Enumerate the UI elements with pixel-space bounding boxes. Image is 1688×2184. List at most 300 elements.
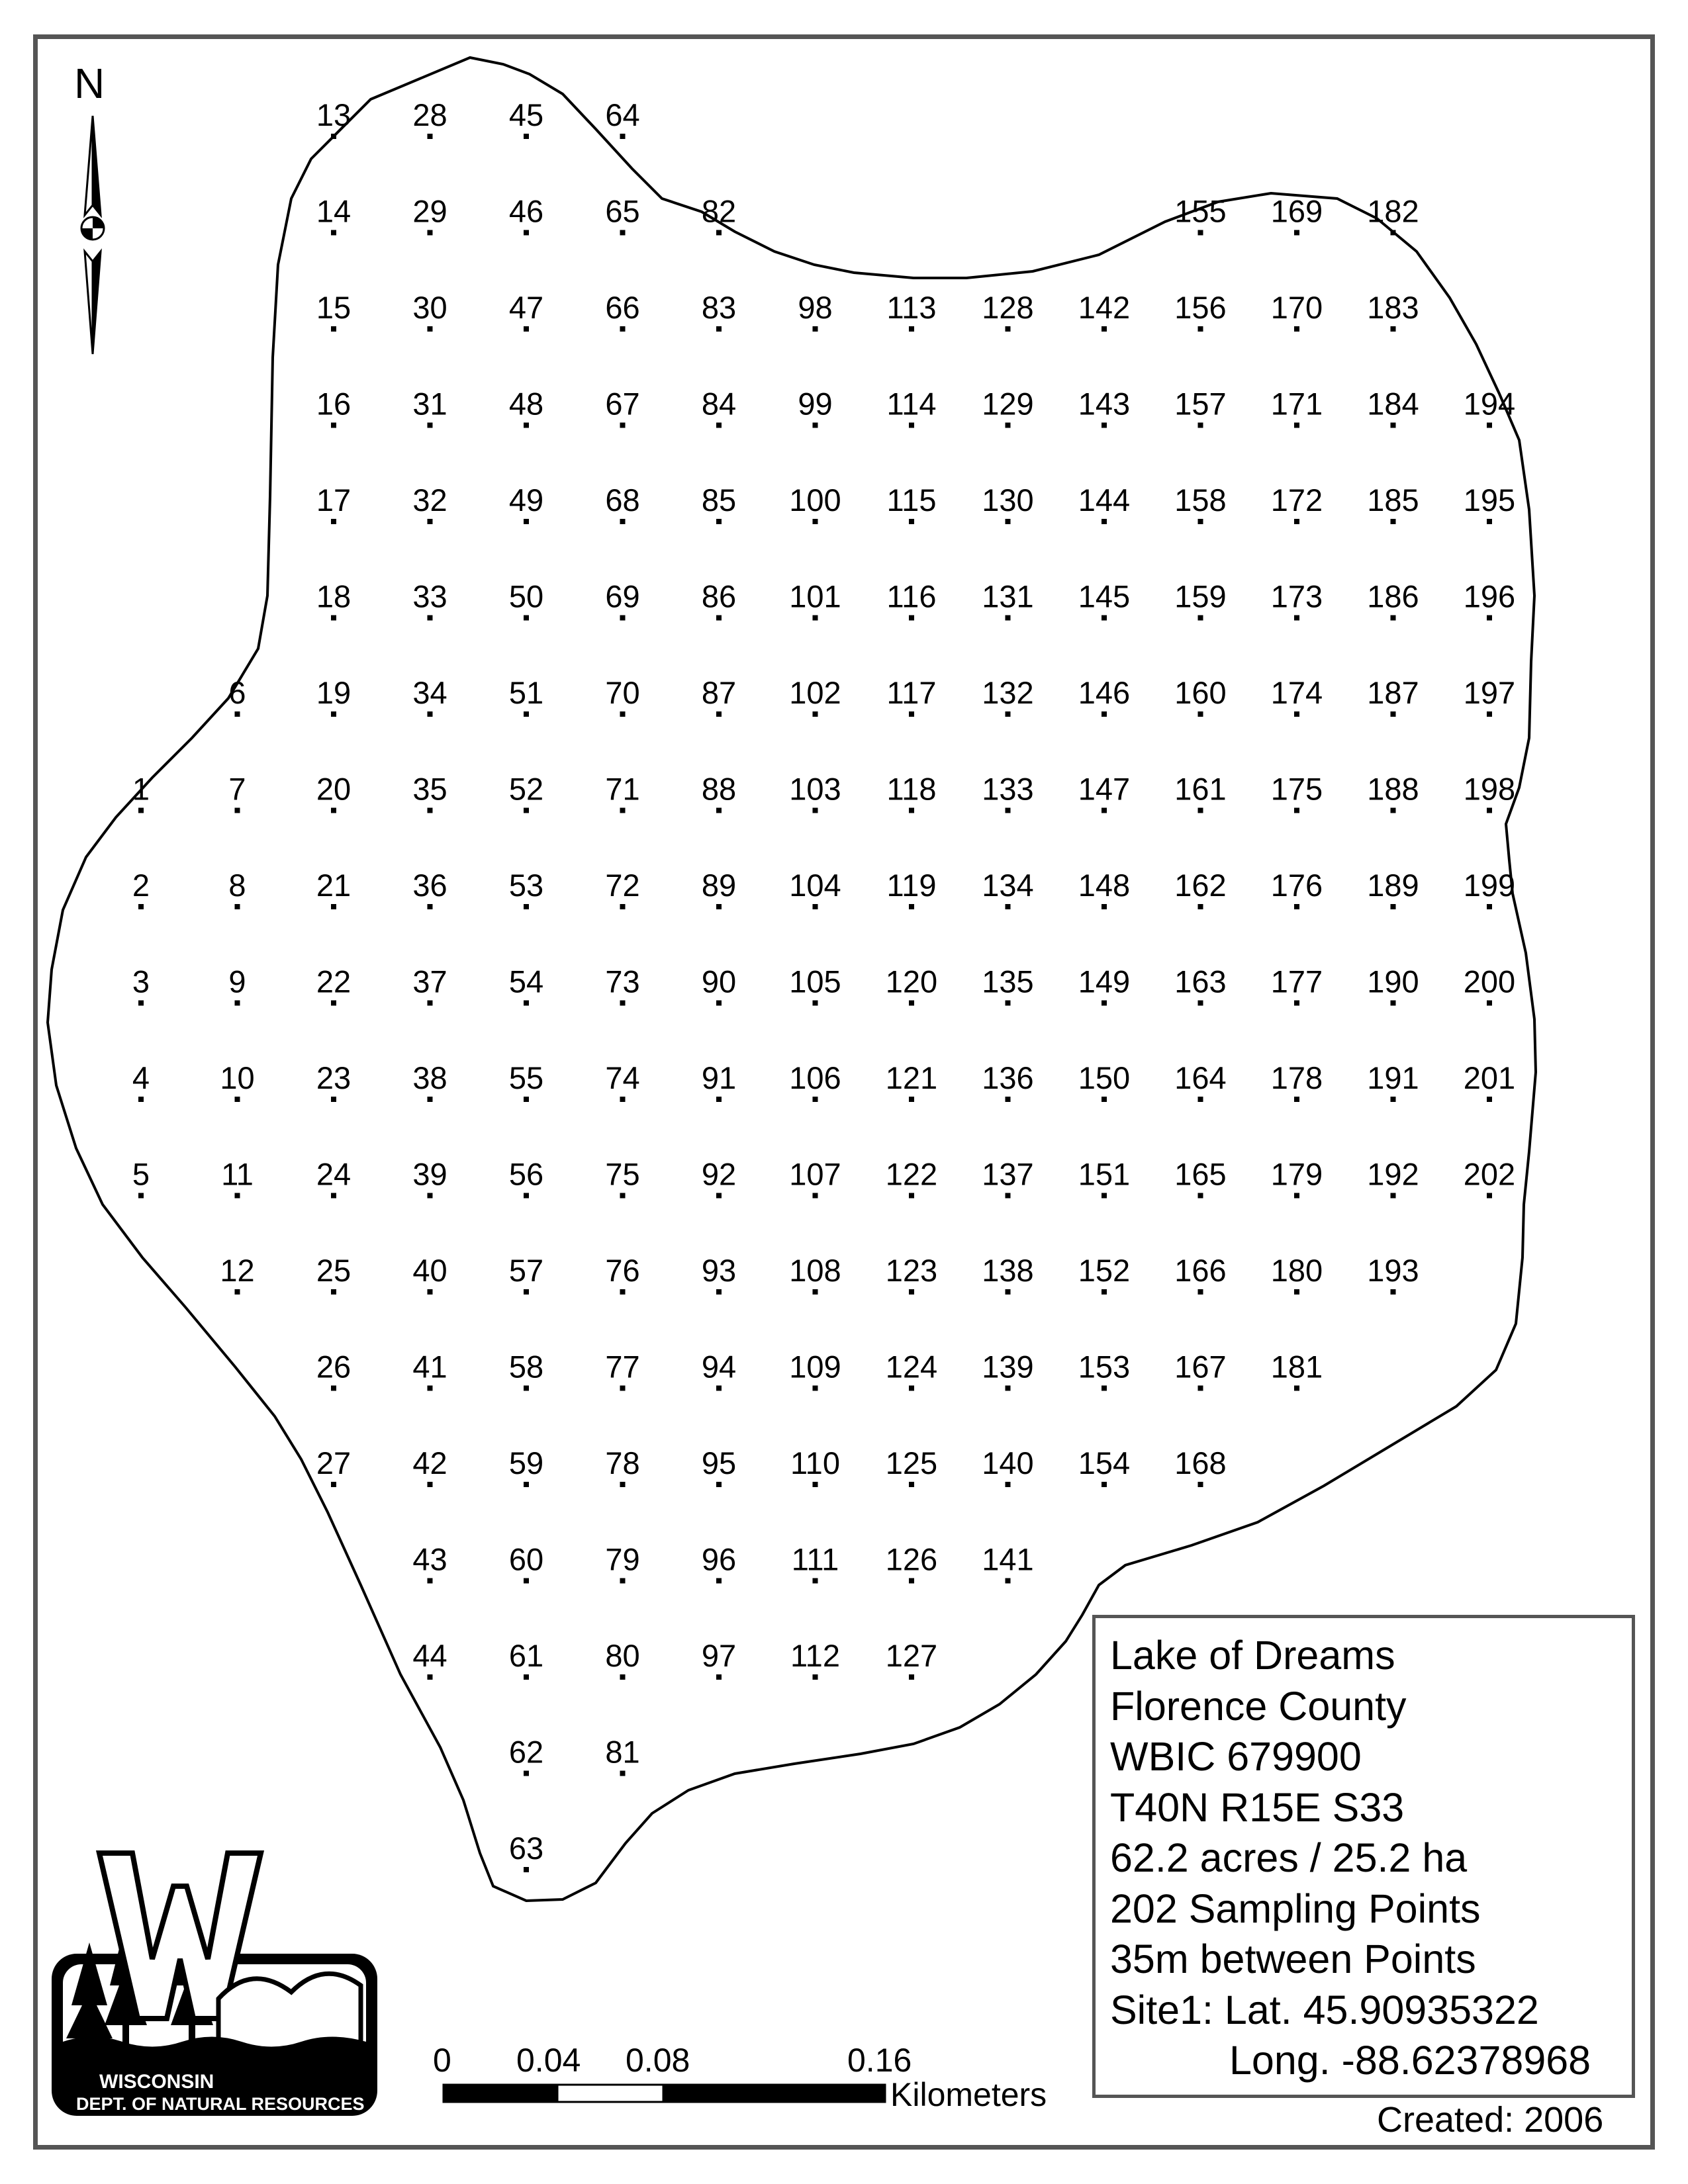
sampling-point-marker <box>331 711 336 717</box>
sampling-point-marker <box>620 1289 626 1295</box>
sampling-point-marker <box>620 904 626 909</box>
sampling-point-label: 59 <box>508 1445 544 1480</box>
sampling-point-marker <box>1198 519 1203 524</box>
sampling-point-marker <box>524 904 529 909</box>
sampling-point-label: 127 <box>885 1638 938 1673</box>
sampling-point-label: 35 <box>412 771 447 807</box>
sampling-point-label: 53 <box>508 868 544 903</box>
sampling-point-label: 147 <box>1078 771 1131 807</box>
sampling-point-label: 22 <box>316 964 352 999</box>
sampling-point-marker <box>1391 1001 1396 1006</box>
point-spacing: 35m between Points <box>1110 1936 1476 1981</box>
sampling-point-marker <box>620 1482 626 1487</box>
sampling-point-marker <box>1198 1289 1203 1295</box>
sampling-point-marker <box>813 1386 818 1391</box>
sampling-point-marker <box>1102 1289 1107 1295</box>
sampling-point-label: 185 <box>1367 482 1419 518</box>
sampling-point-label: 174 <box>1270 675 1323 710</box>
sampling-point-label: 165 <box>1174 1156 1227 1192</box>
sampling-point-marker <box>524 1867 529 1872</box>
sampling-point-label: 115 <box>886 482 937 518</box>
sampling-point-marker <box>235 711 240 717</box>
sampling-point-label: 195 <box>1463 482 1516 518</box>
sampling-point-label: 126 <box>885 1541 938 1577</box>
sampling-point-label: 87 <box>701 675 737 710</box>
sampling-point-label: 82 <box>701 193 737 229</box>
sampling-point-marker <box>1391 1097 1396 1102</box>
sampling-point-marker <box>1487 1193 1492 1199</box>
sampling-point-label: 40 <box>412 1253 447 1288</box>
sampling-point-label: 116 <box>886 578 937 614</box>
sampling-point-marker <box>620 1097 626 1102</box>
sampling-point-marker <box>1102 519 1107 524</box>
sampling-point-label: 163 <box>1174 964 1227 999</box>
sampling-point-marker <box>1198 1482 1203 1487</box>
sampling-point-marker <box>138 1001 144 1006</box>
sampling-point-marker <box>428 615 433 621</box>
sampling-point-label: 68 <box>605 482 640 518</box>
sampling-point-marker <box>331 519 336 524</box>
sampling-point-label: 47 <box>508 290 544 325</box>
sampling-point-marker <box>909 1097 914 1102</box>
sampling-point-label: 173 <box>1270 578 1323 614</box>
sampling-point-label: 183 <box>1367 290 1419 325</box>
sampling-point-marker <box>716 711 722 717</box>
sampling-point-label: 114 <box>886 386 937 422</box>
sampling-points <box>132 97 1515 1872</box>
sampling-point-marker <box>1198 230 1203 236</box>
sampling-point-label: 134 <box>982 868 1034 903</box>
sampling-point-marker <box>1198 904 1203 909</box>
sampling-point-marker <box>1006 1578 1011 1584</box>
sampling-point-label: 39 <box>412 1156 447 1192</box>
sampling-point-marker <box>813 1193 818 1199</box>
sampling-point-label: 131 <box>982 578 1034 614</box>
sampling-point-marker <box>524 808 529 813</box>
sampling-point-marker <box>1198 711 1203 717</box>
sampling-point-marker <box>235 904 240 909</box>
sampling-point-label: 21 <box>316 868 352 903</box>
wbic-code: WBIC 679900 <box>1110 1734 1362 1779</box>
sampling-point-label: 198 <box>1463 771 1516 807</box>
sampling-point-marker <box>1102 615 1107 621</box>
sampling-point-marker <box>1391 423 1396 428</box>
sampling-point-label: 57 <box>508 1253 544 1288</box>
sampling-point-marker <box>1102 904 1107 909</box>
scale-tick-016: 0.16 <box>847 2042 912 2079</box>
sampling-point-marker <box>620 1001 626 1006</box>
sampling-point-label: 20 <box>316 771 352 807</box>
sampling-point-label: 73 <box>605 964 640 999</box>
sampling-point-label: 169 <box>1270 193 1323 229</box>
sampling-point-marker <box>813 423 818 428</box>
sampling-point-marker <box>1487 615 1492 621</box>
sampling-point-marker <box>1006 808 1011 813</box>
sampling-point-label: 138 <box>982 1253 1034 1288</box>
sampling-point-marker <box>1102 1193 1107 1199</box>
sampling-point-marker <box>813 326 818 332</box>
sampling-point-marker <box>1391 519 1396 524</box>
sampling-point-marker <box>620 1193 626 1199</box>
sampling-point-label: 168 <box>1174 1445 1227 1480</box>
sampling-point-label: 34 <box>412 675 447 710</box>
north-label: N <box>74 60 105 107</box>
scale-segment-1 <box>444 2085 557 2102</box>
sampling-point-label: 94 <box>701 1349 737 1385</box>
sampling-point-count: 202 Sampling Points <box>1110 1886 1481 1931</box>
sampling-point-marker <box>1102 1386 1107 1391</box>
sampling-point-marker <box>1102 711 1107 717</box>
sampling-point-marker <box>524 1771 529 1776</box>
sampling-point-marker <box>620 1386 626 1391</box>
sampling-point-label: 100 <box>789 482 841 518</box>
sampling-point-marker <box>909 1001 914 1006</box>
sampling-point-label: 124 <box>885 1349 938 1385</box>
sampling-point-label: 31 <box>412 386 447 422</box>
sampling-point-marker <box>716 808 722 813</box>
sampling-point-label: 167 <box>1174 1349 1227 1385</box>
sampling-point-label: 17 <box>316 482 352 518</box>
sampling-point-marker <box>331 423 336 428</box>
sampling-point-marker <box>716 615 722 621</box>
sampling-point-label: 63 <box>508 1831 544 1866</box>
sampling-point-label: 136 <box>982 1060 1034 1095</box>
sampling-point-marker <box>813 615 818 621</box>
sampling-point-marker <box>1198 1386 1203 1391</box>
sampling-point-marker <box>524 423 529 428</box>
sampling-point-marker <box>1391 904 1396 909</box>
sampling-point-marker <box>1006 904 1011 909</box>
sampling-point-marker <box>331 326 336 332</box>
sampling-point-label: 104 <box>789 868 841 903</box>
sampling-point-label: 99 <box>798 386 833 422</box>
sampling-point-label: 11 <box>221 1156 254 1192</box>
sampling-point-label: 76 <box>605 1253 640 1288</box>
sampling-point-marker <box>1006 1482 1011 1487</box>
sampling-point-label: 36 <box>412 868 447 903</box>
sampling-point-marker <box>620 1578 626 1584</box>
sampling-point-marker <box>524 1193 529 1199</box>
sampling-point-marker <box>1198 326 1203 332</box>
sampling-point-marker <box>909 326 914 332</box>
sampling-point-marker <box>524 1289 529 1295</box>
sampling-point-marker <box>524 711 529 717</box>
sampling-point-marker <box>909 711 914 717</box>
sampling-point-marker <box>524 1386 529 1391</box>
sampling-point-marker <box>428 1097 433 1102</box>
sampling-point-label: 92 <box>701 1156 737 1192</box>
sampling-point-marker <box>428 904 433 909</box>
sampling-point-marker <box>1391 808 1396 813</box>
sampling-point-label: 176 <box>1270 868 1323 903</box>
sampling-point-marker <box>1198 1097 1203 1102</box>
sampling-point-label: 54 <box>508 964 544 999</box>
sampling-point-marker <box>909 423 914 428</box>
sampling-point-label: 10 <box>220 1060 255 1095</box>
sampling-point-label: 130 <box>982 482 1034 518</box>
sampling-point-label: 161 <box>1174 771 1227 807</box>
sampling-point-marker <box>235 1193 240 1199</box>
sampling-point-label: 154 <box>1078 1445 1131 1480</box>
sampling-point-marker <box>620 711 626 717</box>
sampling-point-marker <box>1006 423 1011 428</box>
sampling-point-marker <box>1102 423 1107 428</box>
sampling-point-label: 55 <box>508 1060 544 1095</box>
sampling-point-marker <box>620 134 626 139</box>
sampling-point-label: 151 <box>1078 1156 1131 1192</box>
sampling-point-label: 148 <box>1078 868 1131 903</box>
sampling-point-marker <box>1102 808 1107 813</box>
sampling-point-label: 109 <box>789 1349 841 1385</box>
sampling-point-label: 113 <box>886 290 937 325</box>
sampling-point-label: 178 <box>1270 1060 1323 1095</box>
sampling-point-label: 179 <box>1270 1156 1323 1192</box>
sampling-point-label: 141 <box>982 1541 1034 1577</box>
sampling-point-label: 95 <box>701 1445 737 1480</box>
sampling-point-marker <box>813 1097 818 1102</box>
sampling-point-marker <box>716 1578 722 1584</box>
sampling-point-label: 23 <box>316 1060 352 1095</box>
sampling-point-label: 51 <box>508 675 544 710</box>
sampling-point-marker <box>620 230 626 236</box>
sampling-point-label: 81 <box>605 1734 640 1770</box>
sampling-point-label: 189 <box>1367 868 1419 903</box>
sampling-point-marker <box>1102 1482 1107 1487</box>
sampling-point-marker <box>524 1674 529 1680</box>
sampling-point-label: 182 <box>1367 193 1419 229</box>
sampling-point-marker <box>524 1482 529 1487</box>
sampling-point-label: 145 <box>1078 578 1131 614</box>
sampling-point-label: 12 <box>220 1253 255 1288</box>
sampling-point-label: 152 <box>1078 1253 1131 1288</box>
sampling-point-label: 25 <box>316 1253 352 1288</box>
sampling-point-marker <box>909 1578 914 1584</box>
sampling-point-marker <box>1487 1097 1492 1102</box>
sampling-point-marker <box>428 1001 433 1006</box>
sampling-point-label: 156 <box>1174 290 1227 325</box>
sampling-point-label: 91 <box>701 1060 737 1095</box>
sampling-point-label: 180 <box>1270 1253 1323 1288</box>
sampling-point-label: 117 <box>886 675 937 710</box>
logo-line1: WISCONSIN <box>99 2071 214 2093</box>
sampling-point-marker <box>1294 1386 1299 1391</box>
sampling-point-label: 140 <box>982 1445 1034 1480</box>
sampling-point-marker <box>331 904 336 909</box>
sampling-point-marker <box>716 1482 722 1487</box>
sampling-point-marker <box>1294 519 1299 524</box>
county-name: Florence County <box>1110 1683 1407 1729</box>
lake-area: 62.2 acres / 25.2 ha <box>1110 1835 1468 1880</box>
scale-tick-0: 0 <box>433 2042 451 2079</box>
sampling-point-marker <box>1487 711 1492 717</box>
sampling-point-label: 70 <box>605 675 640 710</box>
sampling-point-marker <box>813 808 818 813</box>
sampling-point-marker <box>716 904 722 909</box>
sampling-point-marker <box>716 519 722 524</box>
sampling-point-label: 13 <box>316 97 352 132</box>
sampling-point-marker <box>909 615 914 621</box>
sampling-point-label: 4 <box>132 1060 150 1095</box>
sampling-point-label: 41 <box>412 1349 447 1385</box>
sampling-point-marker <box>716 230 722 236</box>
sampling-point-label: 150 <box>1078 1060 1131 1095</box>
sampling-point-label: 146 <box>1078 675 1131 710</box>
sampling-point-label: 14 <box>316 193 352 229</box>
sampling-point-label: 88 <box>701 771 737 807</box>
site-longitude: Long. -88.62378968 <box>1229 2038 1591 2083</box>
sampling-point-marker <box>1391 230 1396 236</box>
sampling-point-label: 112 <box>790 1638 840 1673</box>
sampling-point-marker <box>331 1193 336 1199</box>
sampling-point-label: 6 <box>228 675 246 710</box>
sampling-point-marker <box>428 1578 433 1584</box>
sampling-point-label: 44 <box>412 1638 447 1673</box>
sampling-point-marker <box>1198 423 1203 428</box>
sampling-point-label: 106 <box>789 1060 841 1095</box>
sampling-point-marker <box>909 519 914 524</box>
sampling-point-label: 90 <box>701 964 737 999</box>
sampling-point-label: 49 <box>508 482 544 518</box>
sampling-point-label: 29 <box>412 193 447 229</box>
sampling-point-marker <box>1102 326 1107 332</box>
sampling-point-marker <box>1198 1001 1203 1006</box>
sampling-point-marker <box>524 519 529 524</box>
sampling-point-label: 142 <box>1078 290 1131 325</box>
sampling-point-label: 103 <box>789 771 841 807</box>
sampling-point-marker <box>716 1193 722 1199</box>
sampling-point-marker <box>524 134 529 139</box>
sampling-point-label: 132 <box>982 675 1034 710</box>
sampling-point-label: 193 <box>1367 1253 1419 1288</box>
sampling-point-label: 110 <box>790 1445 840 1480</box>
sampling-point-marker <box>813 519 818 524</box>
sampling-point-label: 129 <box>982 386 1034 422</box>
sampling-point-label: 175 <box>1270 771 1323 807</box>
sampling-point-label: 74 <box>605 1060 640 1095</box>
sampling-point-label: 101 <box>789 578 841 614</box>
sampling-point-label: 42 <box>412 1445 447 1480</box>
sampling-point-marker <box>620 423 626 428</box>
sampling-point-marker <box>716 1097 722 1102</box>
sampling-point-marker <box>428 1193 433 1199</box>
sampling-point-label: 149 <box>1078 964 1131 999</box>
sampling-point-marker <box>1294 423 1299 428</box>
sampling-point-label: 15 <box>316 290 352 325</box>
sampling-point-marker <box>1294 1193 1299 1199</box>
sampling-point-marker <box>813 1482 818 1487</box>
sampling-point-marker <box>1391 326 1396 332</box>
sampling-point-label: 128 <box>982 290 1034 325</box>
sampling-point-marker <box>716 1001 722 1006</box>
scale-tick-008: 0.08 <box>626 2042 690 2079</box>
sampling-point-marker <box>1391 1289 1396 1295</box>
sampling-point-label: 61 <box>508 1638 544 1673</box>
sampling-point-marker <box>1006 711 1011 717</box>
sampling-point-marker <box>620 615 626 621</box>
sampling-point-marker <box>235 1289 240 1295</box>
sampling-point-marker <box>813 1578 818 1584</box>
sampling-point-label: 172 <box>1270 482 1323 518</box>
sampling-point-marker <box>1294 230 1299 236</box>
sampling-point-label: 56 <box>508 1156 544 1192</box>
sampling-point-label: 102 <box>789 675 841 710</box>
sampling-point-label: 50 <box>508 578 544 614</box>
sampling-point-marker <box>813 711 818 717</box>
sampling-point-marker <box>716 326 722 332</box>
sampling-point-label: 160 <box>1174 675 1227 710</box>
sampling-point-label: 133 <box>982 771 1034 807</box>
sampling-point-marker <box>1391 1193 1396 1199</box>
sampling-point-label: 85 <box>701 482 737 518</box>
sampling-point-marker <box>331 134 336 139</box>
sampling-point-label: 18 <box>316 578 352 614</box>
sampling-point-label: 1 <box>132 771 150 807</box>
created-date: Created: 2006 <box>1377 2100 1604 2140</box>
sampling-point-label: 9 <box>228 964 246 999</box>
sampling-point-marker <box>428 1289 433 1295</box>
sampling-point-label: 162 <box>1174 868 1227 903</box>
sampling-point-label: 45 <box>508 97 544 132</box>
sampling-point-marker <box>1487 904 1492 909</box>
sampling-point-marker <box>138 808 144 813</box>
sampling-point-label: 77 <box>605 1349 640 1385</box>
sampling-point-label: 3 <box>132 964 150 999</box>
sampling-point-label: 27 <box>316 1445 352 1480</box>
sampling-point-marker <box>138 1097 144 1102</box>
sampling-point-marker <box>1294 904 1299 909</box>
scale-tick-004: 0.04 <box>516 2042 581 2079</box>
sampling-point-marker <box>1294 1097 1299 1102</box>
sampling-point-marker <box>331 1097 336 1102</box>
sampling-point-label: 200 <box>1463 964 1516 999</box>
sampling-point-marker <box>1006 519 1011 524</box>
sampling-point-label: 75 <box>605 1156 640 1192</box>
sampling-point-label: 202 <box>1463 1156 1516 1192</box>
sampling-point-marker <box>620 1771 626 1776</box>
sampling-point-marker <box>620 1674 626 1680</box>
sampling-point-label: 19 <box>316 675 352 710</box>
sampling-point-marker <box>1198 615 1203 621</box>
logo-line2: DEPT. OF NATURAL RESOURCES <box>76 2094 365 2114</box>
sampling-point-label: 37 <box>412 964 447 999</box>
scale-segment-3 <box>663 2085 885 2102</box>
sampling-point-marker <box>1294 1289 1299 1295</box>
sampling-point-label: 7 <box>228 771 246 807</box>
sampling-point-label: 157 <box>1174 386 1227 422</box>
sampling-point-marker <box>716 423 722 428</box>
sampling-point-marker <box>909 808 914 813</box>
lake-name: Lake of Dreams <box>1110 1633 1395 1678</box>
sampling-point-marker <box>1006 1289 1011 1295</box>
sampling-point-label: 107 <box>789 1156 841 1192</box>
sampling-point-label: 192 <box>1367 1156 1419 1192</box>
sampling-point-label: 79 <box>605 1541 640 1577</box>
sampling-point-marker <box>909 1386 914 1391</box>
sampling-point-marker <box>909 1289 914 1295</box>
sampling-point-label: 188 <box>1367 771 1419 807</box>
sampling-point-label: 69 <box>605 578 640 614</box>
sampling-point-marker <box>235 808 240 813</box>
sampling-point-marker <box>813 1674 818 1680</box>
sampling-point-label: 60 <box>508 1541 544 1577</box>
sampling-point-marker <box>428 519 433 524</box>
sampling-point-label: 181 <box>1270 1349 1323 1385</box>
sampling-point-label: 191 <box>1367 1060 1419 1095</box>
sampling-point-marker <box>1294 808 1299 813</box>
sampling-point-marker <box>909 904 914 909</box>
sampling-point-label: 144 <box>1078 482 1131 518</box>
sampling-point-marker <box>138 1193 144 1199</box>
